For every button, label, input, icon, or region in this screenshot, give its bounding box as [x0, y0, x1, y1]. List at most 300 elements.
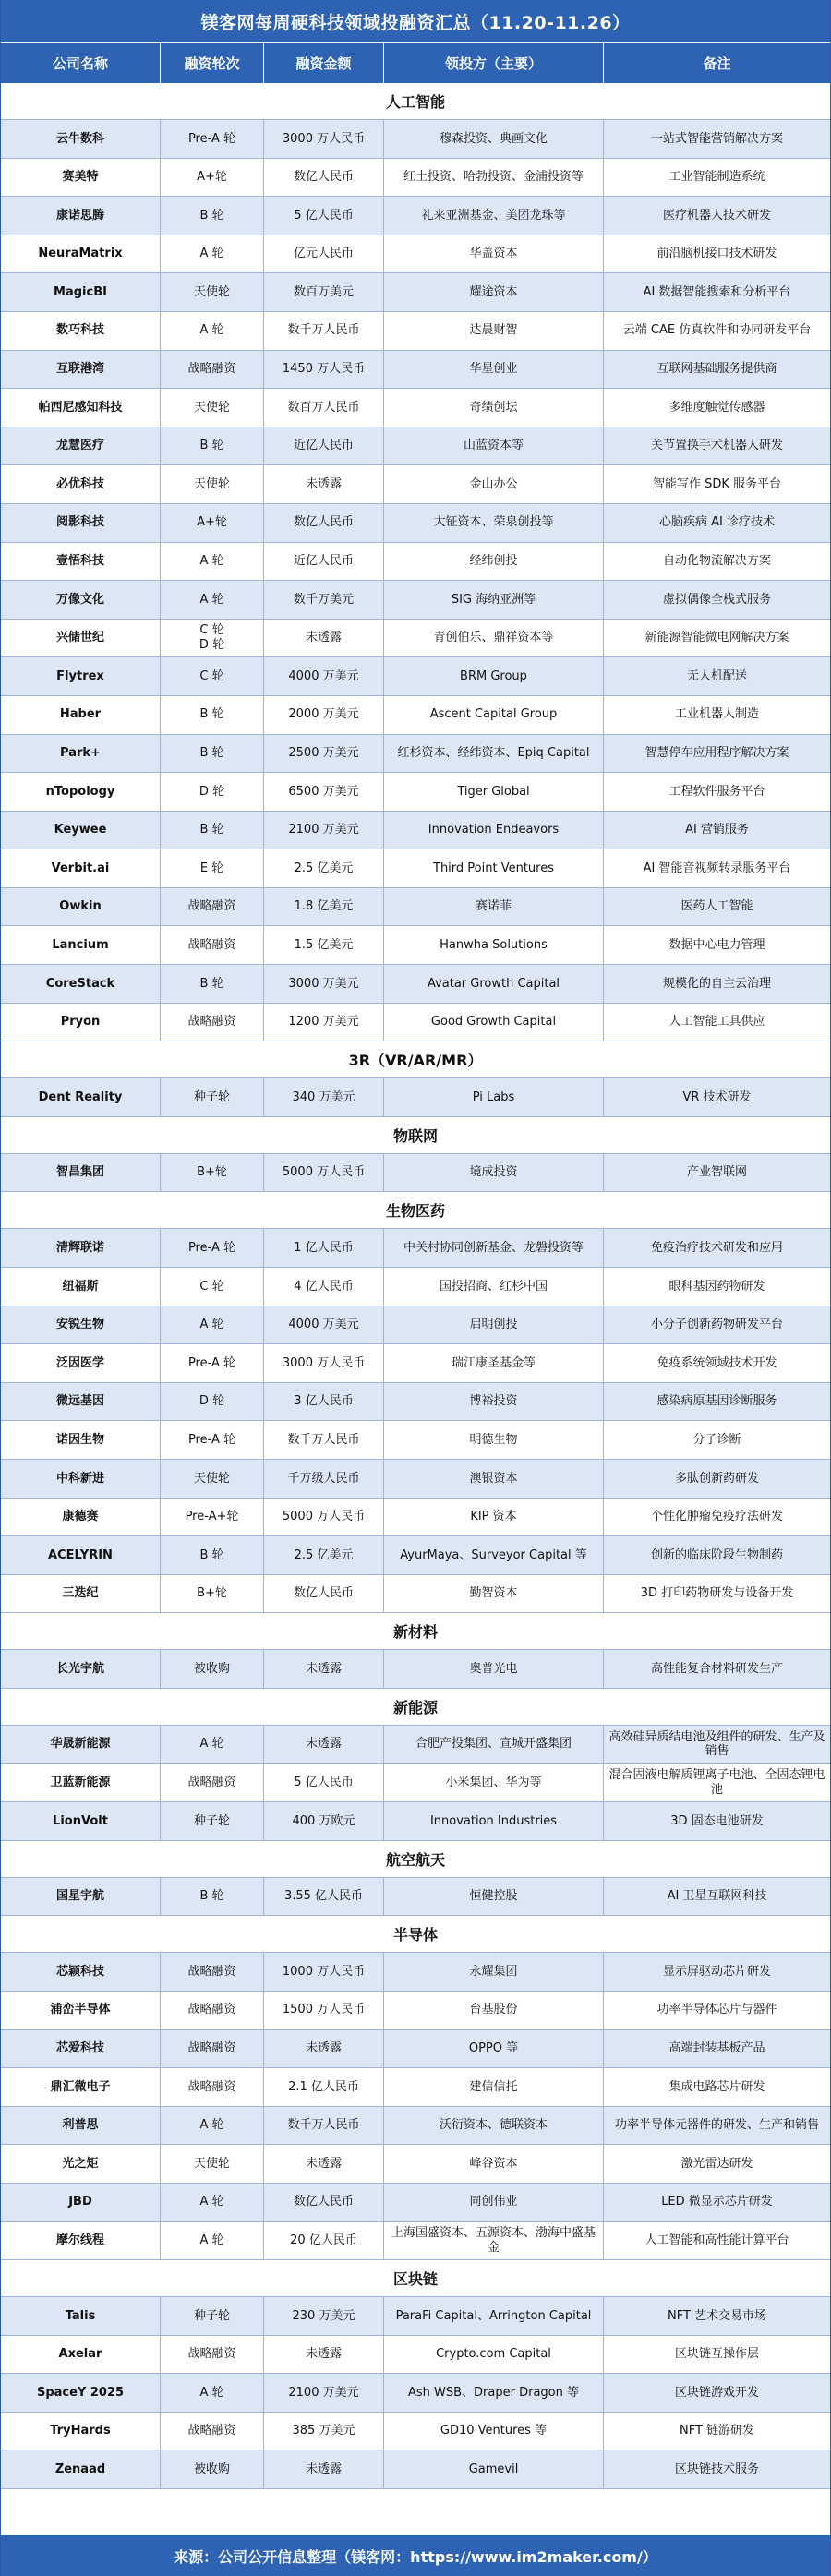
funding-round: Pre-A 轮 [160, 1421, 263, 1459]
funding-amount: 5 亿人民币 [263, 197, 383, 235]
funding-amount: 数亿人民币 [263, 1575, 383, 1613]
funding-round: E 轮 [160, 849, 263, 887]
notes: 高性能复合材料研发生产 [603, 1650, 830, 1688]
company-name: CoreStack [45, 976, 115, 991]
table-row [1, 1004, 830, 1042]
company-name: 兴储世纪 [55, 631, 104, 645]
funding-round: B+轮 [160, 1575, 263, 1613]
section-header: 人工智能 [1, 83, 830, 120]
notes: 感染病原基因诊断服务 [603, 1383, 830, 1421]
notes: NFT 链游研发 [603, 2413, 830, 2450]
table-row [1, 620, 830, 658]
company-name: 龙慧医疗 [55, 439, 104, 453]
table-row [1, 696, 830, 735]
funding-round: 天使轮 [160, 465, 263, 503]
funding-round: B 轮 [160, 812, 263, 849]
table-row [1, 2184, 830, 2222]
funding-round: 战略融资 [160, 1992, 263, 2029]
funding-amount: 未透露 [263, 465, 383, 503]
funding-round: B 轮 [160, 1878, 263, 1916]
table-row [1, 2450, 830, 2489]
lead-investor: 礼来亚洲基金、美团龙珠等 [383, 197, 603, 235]
company-name: Park+ [60, 746, 101, 760]
lead-investor: Crypto.com Capital [383, 2336, 603, 2374]
company-name: 互联港湾 [55, 362, 104, 377]
funding-amount: 1000 万人民币 [263, 1953, 383, 1991]
table-row [1, 1992, 830, 2030]
table-row [1, 312, 830, 351]
table-row [1, 1536, 830, 1575]
section-header: 新材料 [1, 1613, 830, 1650]
notes: 人工智能工具供应 [603, 1004, 830, 1041]
table-row [1, 1344, 830, 1383]
funding-round: D 轮 [160, 773, 263, 811]
table-row [1, 389, 830, 427]
table-row [1, 1726, 830, 1764]
funding-round: B 轮 [160, 735, 263, 773]
company-name: 安锐生物 [55, 1318, 104, 1332]
lead-investor: Good Growth Capital [383, 1004, 603, 1041]
lead-investor: 澳银资本 [383, 1460, 603, 1498]
funding-round: 种子轮 [160, 1802, 263, 1840]
funding-amount: 数亿人民币 [263, 159, 383, 197]
funding-round: 战略融资 [160, 351, 263, 389]
lead-investor: 穆森投资、典画文化 [383, 120, 603, 158]
funding-amount: 5000 万人民币 [263, 1154, 383, 1192]
company-name: JBD [68, 2195, 92, 2209]
funding-amount: 1 亿人民币 [263, 1229, 383, 1267]
funding-round: A 轮 [160, 2222, 263, 2260]
company-name: 芯颖科技 [55, 1964, 104, 1979]
funding-amount: 数千万美元 [263, 581, 383, 619]
company-name: TryHards [50, 2424, 111, 2438]
funding-round: B 轮 [160, 1536, 263, 1574]
table-row [1, 1306, 830, 1345]
company-name: 鼎汇微电子 [50, 2079, 111, 2094]
funding-round: 被收购 [160, 1650, 263, 1688]
company-name: 必优科技 [55, 476, 104, 491]
table-row [1, 657, 830, 696]
funding-amount: 2.5 亿美元 [263, 1536, 383, 1574]
funding-round: A 轮 [160, 581, 263, 619]
lead-investor: 华盖资本 [383, 235, 603, 273]
funding-amount: 340 万美元 [263, 1078, 383, 1116]
notes: 工业智能制造系统 [603, 159, 830, 197]
company-name: 万像文化 [55, 592, 104, 607]
company-name: Verbit.ai [51, 861, 110, 875]
funding-round: 战略融资 [160, 1004, 263, 1041]
company-name: Owkin [59, 899, 102, 914]
table-row [1, 2413, 830, 2451]
table-row [1, 1953, 830, 1992]
company-name: Haber [59, 707, 102, 722]
funding-amount: 3000 万人民币 [263, 1344, 383, 1382]
funding-amount: 5000 万人民币 [263, 1499, 383, 1536]
notes: 智慧停车应用程序解决方案 [603, 735, 830, 773]
notes: 前沿脑机接口技术研发 [603, 235, 830, 273]
table-row [1, 1499, 830, 1537]
lead-investor: 经纬创投 [383, 543, 603, 581]
funding-amount: 385 万美元 [263, 2413, 383, 2450]
header-company: 公司名称 [52, 55, 108, 72]
funding-round: Pre-A 轮 [160, 120, 263, 158]
table-row [1, 2222, 830, 2261]
lead-investor: GD10 Ventures 等 [383, 2413, 603, 2450]
funding-amount: 千万级人民币 [263, 1460, 383, 1498]
company-name: Zenaad [54, 2462, 106, 2476]
funding-round: 战略融资 [160, 2068, 263, 2106]
lead-investor: OPPO 等 [383, 2030, 603, 2068]
funding-amount: 1450 万人民币 [263, 351, 383, 389]
table-row [1, 1575, 830, 1614]
company-name: Lancium [52, 937, 109, 952]
funding-amount: 230 万美元 [263, 2297, 383, 2335]
funding-round: A+轮 [160, 159, 263, 197]
funding-round: C 轮 [160, 1268, 263, 1306]
table-header [1, 42, 830, 83]
funding-amount: 2.1 亿人民币 [263, 2068, 383, 2106]
table-row [1, 465, 830, 504]
notes: 眼科基因药物研发 [603, 1268, 830, 1306]
funding-amount: 2.5 亿美元 [263, 849, 383, 887]
lead-investor: 奥普光电 [383, 1650, 603, 1688]
funding-amount: 4000 万美元 [263, 1306, 383, 1344]
table-row [1, 2107, 830, 2146]
table-row [1, 888, 830, 927]
lead-investor: Avatar Growth Capital [383, 965, 603, 1003]
company-name: 长光宇航 [55, 1661, 104, 1676]
funding-round: 天使轮 [160, 273, 263, 311]
table-row [1, 2336, 830, 2375]
lead-investor: 上海国盛资本、五源资本、渤海中盛基金 [383, 2222, 603, 2260]
funding-round: A 轮 [160, 2374, 263, 2412]
company-name: MagicBI [54, 284, 107, 299]
lead-investor: 金山办公 [383, 465, 603, 503]
section-header: 区块链 [1, 2260, 830, 2297]
company-name: 卫蓝新能源 [50, 1776, 111, 1790]
table-row [1, 235, 830, 274]
notes: 创新的临床阶段生物制药 [603, 1536, 830, 1574]
lead-investor: 明德生物 [383, 1421, 603, 1459]
lead-investor: Innovation Endeavors [383, 812, 603, 849]
notes: 功率半导体芯片与器件 [603, 1992, 830, 2029]
funding-round: 战略融资 [160, 926, 263, 964]
section-header: 生物医药 [1, 1192, 830, 1229]
company-name: Axelar [58, 2347, 102, 2362]
notes: 一站式智能营销解决方案 [603, 120, 830, 158]
notes: 小分子创新药物研发平台 [603, 1306, 830, 1344]
table-row [1, 120, 830, 159]
section-header: 半导体 [1, 1916, 830, 1953]
lead-investor: Pi Labs [383, 1078, 603, 1116]
section-header: 航空航天 [1, 1841, 830, 1878]
notes: 混合固液电解质锂离子电池、全固态锂电池 [603, 1764, 830, 1802]
funding-round: B 轮 [160, 696, 263, 734]
funding-round: A 轮 [160, 235, 263, 273]
funding-amount: 1.5 亿美元 [263, 926, 383, 964]
funding-amount: 4 亿人民币 [263, 1268, 383, 1306]
funding-round: B 轮 [160, 965, 263, 1003]
company-name: 微远基因 [55, 1394, 104, 1409]
lead-investor: 达晨财智 [383, 312, 603, 350]
funding-round: 战略融资 [160, 1764, 263, 1802]
funding-round: A 轮 [160, 1726, 263, 1763]
funding-amount: 数亿人民币 [263, 2184, 383, 2221]
lead-investor: 勤智资本 [383, 1575, 603, 1613]
lead-investor: KIP 资本 [383, 1499, 603, 1536]
funding-amount: 1200 万美元 [263, 1004, 383, 1041]
funding-round: A 轮 [160, 543, 263, 581]
notes: 集成电路芯片研发 [603, 2068, 830, 2106]
funding-round: C 轮 [160, 657, 263, 695]
lead-investor: 红杉资本、经纬资本、Epiq Capital [383, 735, 603, 773]
lead-investor: 山蓝资本等 [383, 427, 603, 465]
notes: 工业机器人制造 [603, 696, 830, 734]
table-row [1, 926, 830, 965]
company-name: 清辉联诺 [55, 1240, 104, 1255]
notes: 工程软件服务平台 [603, 773, 830, 811]
funding-amount: 4000 万美元 [263, 657, 383, 695]
funding-amount: 2100 万美元 [263, 2374, 383, 2412]
funding-round: C 轮 D 轮 [160, 620, 263, 657]
page-title: 镁客网每周硬科技领域投融资汇总（11.20-11.26） [1, 0, 830, 42]
lead-investor: 大钲资本、荣泉创投等 [383, 504, 603, 542]
lead-investor: 台基股份 [383, 1992, 603, 2029]
notes: 区块链游戏开发 [603, 2374, 830, 2412]
notes: 虚拟偶像全栈式服务 [603, 581, 830, 619]
funding-amount: 2000 万美元 [263, 696, 383, 734]
table-row [1, 197, 830, 235]
funding-round: B 轮 [160, 427, 263, 465]
company-name: 阅影科技 [55, 515, 104, 530]
lead-investor: 博裕投资 [383, 1383, 603, 1421]
company-name: LionVolt [53, 1813, 108, 1828]
table-row [1, 1383, 830, 1422]
notes: 多维度触觉传感器 [603, 389, 830, 427]
company-name: nTopology [45, 784, 115, 799]
header-amount: 融资金额 [263, 43, 383, 83]
notes: 高效硅异质结电池及组件的研发、生产及销售 [603, 1726, 830, 1763]
funding-round: A 轮 [160, 1306, 263, 1344]
notes: AI 数据智能搜索和分析平台 [603, 273, 830, 311]
funding-amount: 2100 万美元 [263, 812, 383, 849]
header-notes: 备注 [603, 43, 830, 83]
funding-round: A+轮 [160, 504, 263, 542]
table-row [1, 812, 830, 850]
notes: NFT 艺术交易市场 [603, 2297, 830, 2335]
notes: 规模化的自主云治理 [603, 965, 830, 1003]
table-row [1, 1229, 830, 1268]
company-name: 智昌集团 [55, 1165, 104, 1180]
lead-investor: 沃衍资本、德联资本 [383, 2107, 603, 2145]
company-name: Talis [65, 2308, 96, 2323]
notes: 区块链互操作层 [603, 2336, 830, 2374]
notes: 3D 打印药物研发与设备开发 [603, 1575, 830, 1613]
lead-investor: Gamevil [383, 2450, 603, 2488]
funding-round: A 轮 [160, 312, 263, 350]
table-row [1, 543, 830, 582]
notes: 区块链技术服务 [603, 2450, 830, 2488]
table-row [1, 2030, 830, 2069]
funding-amount: 1500 万人民币 [263, 1992, 383, 2029]
table-row [1, 581, 830, 620]
notes: AI 智能音视频转录服务平台 [603, 849, 830, 887]
lead-investor: 境成投资 [383, 1154, 603, 1192]
company-name: 浦峦半导体 [50, 2003, 111, 2017]
funding-amount: 未透露 [263, 2450, 383, 2488]
lead-investor: Third Point Ventures [383, 849, 603, 887]
notes: 免疫系统领域技术开发 [603, 1344, 830, 1382]
lead-investor: 小米集团、华为等 [383, 1764, 603, 1802]
company-name: Flytrex [56, 668, 104, 683]
notes: VR 技术研发 [603, 1078, 830, 1116]
company-name: 诺因生物 [55, 1432, 104, 1447]
table-row [1, 2374, 830, 2413]
notes: 人工智能和高性能计算平台 [603, 2222, 830, 2260]
funding-amount: 3.55 亿人民币 [263, 1878, 383, 1916]
company-name: 光之矩 [62, 2156, 99, 2171]
funding-amount: 近亿人民币 [263, 427, 383, 465]
company-name: Dent Reality [38, 1089, 123, 1104]
lead-investor: 启明创投 [383, 1306, 603, 1344]
table-row [1, 504, 830, 543]
lead-investor: 中关村协同创新基金、龙磐投资等 [383, 1229, 603, 1267]
table-row [1, 1078, 830, 1117]
funding-amount: 未透露 [263, 1726, 383, 1763]
company-name: 帕西尼感知科技 [38, 400, 123, 415]
notes: 数据中心电力管理 [603, 926, 830, 964]
company-name: Pryon [60, 1015, 101, 1029]
funding-round: 种子轮 [160, 2297, 263, 2335]
notes: 分子诊断 [603, 1421, 830, 1459]
notes: 显示屏驱动芯片研发 [603, 1953, 830, 1991]
table-row [1, 1421, 830, 1460]
funding-amount: 未透露 [263, 2030, 383, 2068]
table-body [1, 83, 830, 2535]
header-round: 融资轮次 [160, 43, 263, 83]
table-row [1, 965, 830, 1004]
funding-amount: 2500 万美元 [263, 735, 383, 773]
notes: 激光雷达研发 [603, 2145, 830, 2183]
funding-round: Pre-A+轮 [160, 1499, 263, 1536]
lead-investor: 合肥产投集团、宣城开盛集团 [383, 1726, 603, 1763]
funding-round: A 轮 [160, 2184, 263, 2221]
funding-amount: 数千万人民币 [263, 312, 383, 350]
table-row [1, 1460, 830, 1499]
funding-amount: 未透露 [263, 620, 383, 657]
notes: 免疫治疗技术研发和应用 [603, 1229, 830, 1267]
table-row [1, 1650, 830, 1689]
lead-investor: 瑞江康圣基金等 [383, 1344, 603, 1382]
funding-round: 天使轮 [160, 1460, 263, 1498]
funding-round: 战略融资 [160, 2336, 263, 2374]
notes: 无人机配送 [603, 657, 830, 695]
company-name: 华晟新能源 [50, 1737, 111, 1751]
company-name: Keywee [54, 823, 107, 837]
table-row [1, 351, 830, 390]
lead-investor: 国投招商、红杉中国 [383, 1268, 603, 1306]
funding-amount: 6500 万美元 [263, 773, 383, 811]
funding-amount: 3000 万人民币 [263, 120, 383, 158]
funding-amount: 亿元人民币 [263, 235, 383, 273]
lead-investor: 红土投资、哈勃投资、金浦投资等 [383, 159, 603, 197]
table-row [1, 2145, 830, 2184]
lead-investor: Ascent Capital Group [383, 696, 603, 734]
lead-investor: 同创伟业 [383, 2184, 603, 2221]
company-name: 康德赛 [62, 1510, 99, 1524]
funding-amount: 数千万人民币 [263, 2107, 383, 2145]
funding-round: B+轮 [160, 1154, 263, 1192]
funding-round: 天使轮 [160, 2145, 263, 2183]
company-name: 云牛数科 [55, 131, 104, 146]
lead-investor: 奇绩创坛 [383, 389, 603, 427]
lead-investor: 耀途资本 [383, 273, 603, 311]
funding-amount: 5 亿人民币 [263, 1764, 383, 1802]
table-row [1, 773, 830, 812]
funding-round: 天使轮 [160, 389, 263, 427]
notes: 医疗机器人技术研发 [603, 197, 830, 235]
table-row [1, 1764, 830, 1803]
table-row [1, 1154, 830, 1193]
lead-investor: AyurMaya、Surveyor Capital 等 [383, 1536, 603, 1574]
company-name: 泛因医学 [55, 1355, 104, 1370]
lead-investor: SIG 海纳亚洲等 [383, 581, 603, 619]
company-name: 三迭纪 [62, 1586, 99, 1601]
lead-investor: Tiger Global [383, 773, 603, 811]
funding-round: 战略融资 [160, 888, 263, 926]
funding-amount: 近亿人民币 [263, 543, 383, 581]
company-name: 数巧科技 [55, 323, 104, 338]
table-row [1, 427, 830, 466]
company-name: 赛美特 [62, 170, 99, 185]
funding-amount: 1.8 亿美元 [263, 888, 383, 926]
notes: LED 微显示芯片研发 [603, 2184, 830, 2221]
funding-round: A 轮 [160, 2107, 263, 2145]
funding-round: B 轮 [160, 197, 263, 235]
notes: 高端封装基板产品 [603, 2030, 830, 2068]
notes: 云端 CAE 仿真软件和协同研发平台 [603, 312, 830, 350]
source-footer: 来源：公司公开信息整理（镁客网：https://www.im2maker.com/） [1, 2535, 830, 2576]
notes: AI 卫星互联网科技 [603, 1878, 830, 1916]
lead-investor: 建信信托 [383, 2068, 603, 2106]
notes: 新能源智能微电网解决方案 [603, 620, 830, 657]
lead-investor: ParaFi Capital、Arrington Capital [383, 2297, 603, 2335]
funding-amount: 未透露 [263, 1650, 383, 1688]
header-lead-investor: 领投方（主要） [383, 43, 603, 83]
company-name: ACELYRIN [48, 1547, 113, 1562]
notes: 产业智联网 [603, 1154, 830, 1192]
company-name: 国星宇航 [55, 1889, 104, 1904]
table-row [1, 273, 830, 312]
lead-investor: 赛诺菲 [383, 888, 603, 926]
funding-round: 战略融资 [160, 1953, 263, 1991]
lead-investor: 永耀集团 [383, 1953, 603, 1991]
notes: 3D 固态电池研发 [603, 1802, 830, 1840]
company-name: 利普思 [62, 2118, 99, 2133]
table-row [1, 1802, 830, 1841]
funding-amount: 400 万欧元 [263, 1802, 383, 1840]
notes: 智能写作 SDK 服务平台 [603, 465, 830, 503]
lead-investor: Hanwha Solutions [383, 926, 603, 964]
funding-amount: 数百万美元 [263, 273, 383, 311]
table-row [1, 849, 830, 888]
table-row [1, 1878, 830, 1917]
funding-amount: 数亿人民币 [263, 504, 383, 542]
company-name: NeuraMatrix [38, 247, 123, 261]
lead-investor: 青创伯乐、鼎祥资本等 [383, 620, 603, 657]
notes: 互联网基础服务提供商 [603, 351, 830, 389]
funding-amount: 未透露 [263, 2336, 383, 2374]
